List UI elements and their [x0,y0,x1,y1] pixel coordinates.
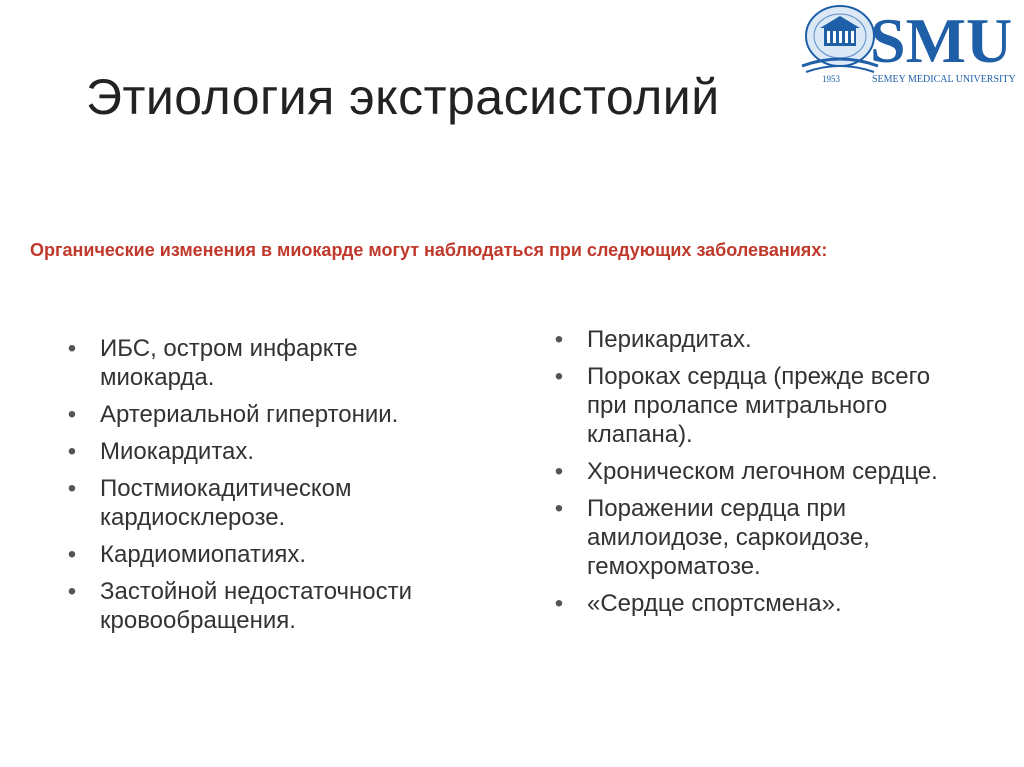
bullet-icon: • [554,495,564,522]
logo-caption: SEMEY MEDICAL UNIVERSITY [872,74,1016,85]
list-item-text: Хроническом легочном сердце. [587,458,938,485]
bullet-icon: • [67,541,77,568]
list-item-text: Постмиокадитическом кардиосклерозе. [100,475,352,531]
list-item-text: Застойной недостаточности кровообращения. [100,578,413,634]
bullet-icon: • [67,475,77,502]
bullet-icon: • [67,578,77,605]
list-item [62,577,442,635]
list-item-text: ИБС, остром инфаркте миокарда. [100,335,358,391]
list-item [62,334,442,392]
left-bullet-list [62,334,442,643]
bullet-icon: • [554,590,564,617]
list-item-text: Миокардитах. [100,438,255,465]
list-item [549,325,949,354]
list-item [549,457,949,486]
bullet-icon: • [554,363,564,390]
list-item-text: Кардиомиопатиях. [100,541,307,568]
intro-text: Органические изменения в миокарде могут наблюдаться при следующих заболеваниях: [30,240,828,260]
university-building-icon [802,6,878,72]
bullet-icon: • [67,401,77,428]
list-item [62,437,442,466]
list-item [62,540,442,569]
bullet-icon: • [67,335,77,362]
smu-logo [796,0,1022,86]
bullet-icon: • [554,326,564,353]
bullet-icon: • [554,458,564,485]
slide-title: Этиология экстрасистолий [86,69,720,125]
list-item [549,494,949,581]
list-item [549,589,949,618]
logo-brand: SMU [870,5,1013,76]
list-item [62,400,442,429]
list-item-text: Перикардитах. [587,326,752,353]
list-item [62,474,442,532]
list-item [549,362,949,449]
list-item-text: Пороках сердца (прежде всего при пролапсе митрального клапана). [587,363,931,448]
list-item-text: «Сердце спортсмена». [587,590,842,617]
bullet-icon: • [67,438,77,465]
list-item-text: Поражении сердца при амилоидозе, саркоидозе, гемохроматозе. [587,495,870,580]
list-item-text: Артериальной гипертонии. [100,401,399,428]
logo-year: 1953 [822,74,840,84]
right-bullet-list [549,325,949,626]
